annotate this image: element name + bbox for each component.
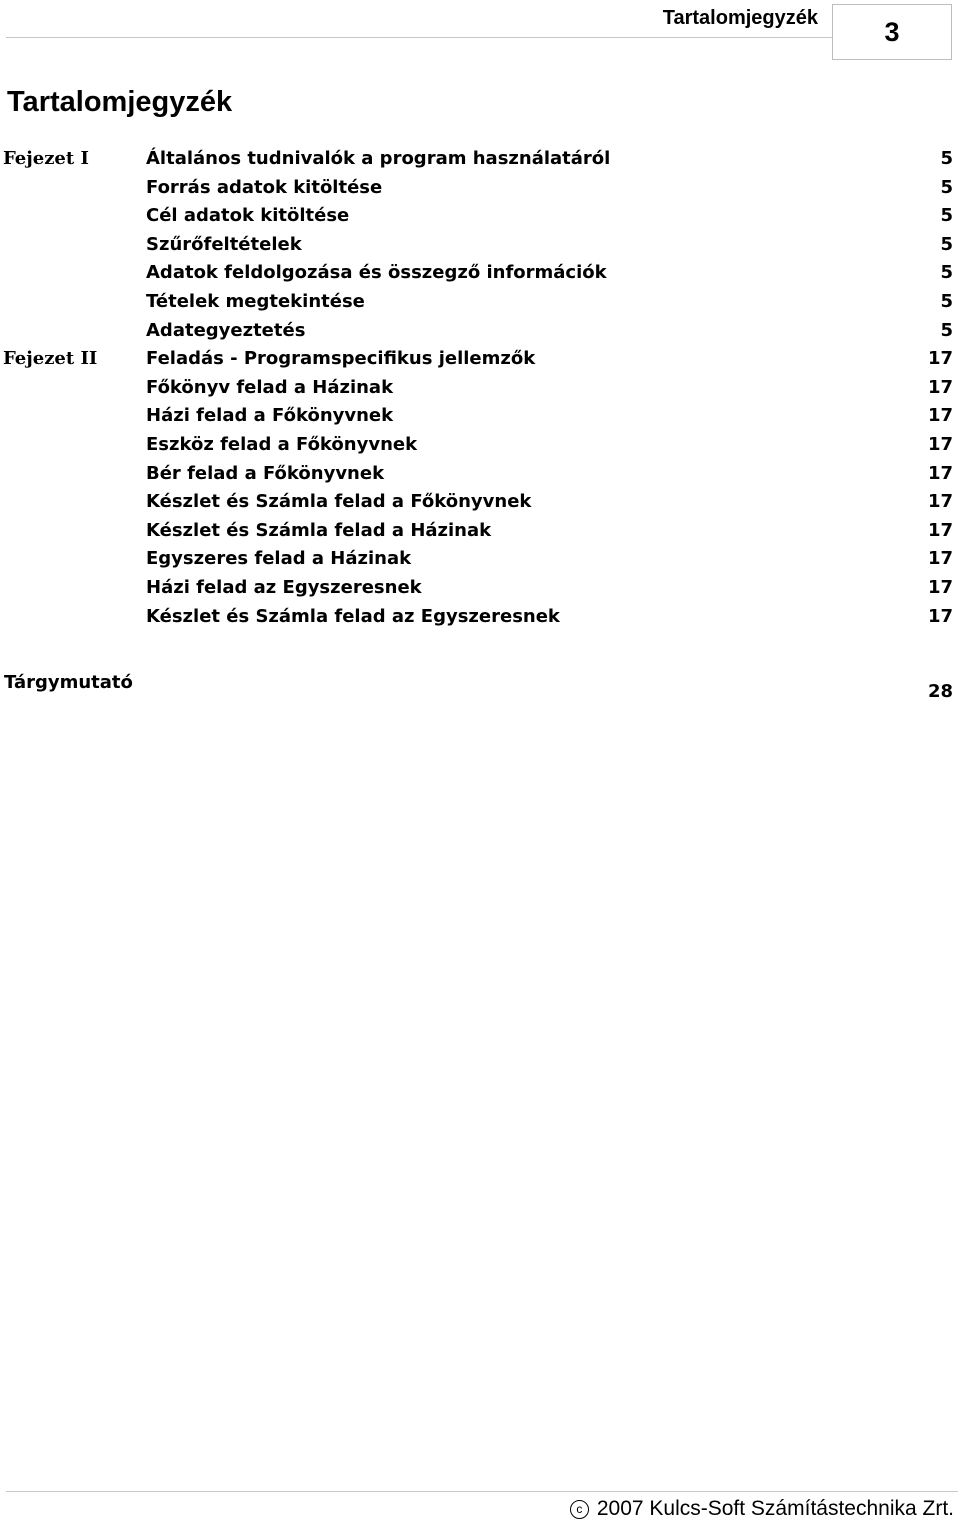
page-title: Tartalomjegyzék: [7, 86, 233, 118]
toc-entry-page-number: 5: [940, 262, 953, 284]
toc-entry-title[interactable]: Tételek megtekintése: [146, 290, 365, 312]
toc-entry[interactable]: [0, 259, 960, 288]
toc-entry-title[interactable]: Főkönyv felad a Házinak: [146, 376, 394, 398]
toc-entry-page-number: 17: [927, 348, 953, 370]
toc-entry-page-number: 17: [927, 405, 953, 427]
toc-entry-page-number: 17: [927, 462, 953, 484]
toc-entry[interactable]: [0, 402, 960, 431]
toc-entry-title[interactable]: Készlet és Számla felad az Egyszeresnek: [146, 605, 560, 627]
toc-entry[interactable]: [0, 345, 960, 374]
index-label[interactable]: Tárgymutató: [4, 672, 133, 693]
table-of-contents: [0, 145, 960, 631]
chapter-label[interactable]: Fejezet II: [3, 348, 98, 370]
toc-entry-page-number: 17: [927, 548, 953, 570]
copyright-icon: c: [570, 1500, 589, 1519]
toc-chapter: [0, 145, 960, 345]
header-divider: [6, 37, 832, 38]
toc-entry-page-number: 17: [927, 605, 953, 627]
page-number: 3: [884, 16, 900, 47]
toc-entry-page-number: 5: [940, 205, 953, 227]
toc-entry[interactable]: [0, 488, 960, 517]
toc-entry[interactable]: [0, 231, 960, 260]
toc-entry[interactable]: [0, 574, 960, 603]
toc-entry-title[interactable]: Egyszeres felad a Házinak: [146, 548, 412, 570]
toc-entry[interactable]: [0, 145, 960, 174]
running-header-title: Tartalomjegyzék: [662, 7, 818, 29]
index-page-number: 28: [927, 681, 953, 702]
toc-entry-page-number: 17: [927, 491, 953, 513]
toc-entry[interactable]: [0, 317, 960, 346]
toc-entry-page-number: 5: [940, 176, 953, 198]
toc-entry-title[interactable]: Készlet és Számla felad a Házinak: [146, 519, 492, 541]
toc-entry-title[interactable]: Bér felad a Főkönyvnek: [146, 462, 385, 484]
toc-entry-title[interactable]: Általános tudnivalók a program használatáról: [146, 148, 611, 169]
toc-entry[interactable]: [0, 202, 960, 231]
toc-entry-page-number: 5: [940, 319, 953, 341]
toc-entry-title[interactable]: Feladás - Programspecifikus jellemzők: [146, 348, 536, 370]
page-number-box: [832, 4, 952, 60]
toc-entry-page-number: 5: [940, 233, 953, 255]
toc-entry-page-number: 17: [927, 433, 953, 455]
toc-entry[interactable]: [0, 288, 960, 317]
toc-entry[interactable]: [0, 374, 960, 403]
toc-entry-title[interactable]: Házi felad a Főkönyvnek: [146, 405, 394, 427]
toc-entry-title[interactable]: Forrás adatok kitöltése: [146, 176, 383, 198]
toc-entry-title[interactable]: Készlet és Számla felad a Főkönyvnek: [146, 491, 532, 513]
toc-entry-page-number: 5: [940, 290, 953, 312]
toc-entry[interactable]: [0, 174, 960, 203]
toc-entry-page-number: 5: [940, 148, 953, 169]
toc-entry[interactable]: [0, 460, 960, 489]
toc-entry-page-number: 17: [927, 376, 953, 398]
toc-entry-title[interactable]: Eszköz felad a Főkönyvnek: [146, 433, 418, 455]
footer-text: 2007 Kulcs-Soft Számítástechnika Zrt.: [596, 1497, 954, 1520]
toc-chapter: [0, 345, 960, 631]
toc-entry[interactable]: [0, 603, 960, 632]
toc-entry-title[interactable]: Adategyeztetés: [146, 319, 306, 341]
toc-entry-title[interactable]: Cél adatok kitöltése: [146, 205, 350, 227]
chapter-label[interactable]: Fejezet I: [3, 148, 89, 169]
toc-entry-title[interactable]: Szűrőfeltételek: [146, 233, 302, 255]
toc-entry[interactable]: [0, 545, 960, 574]
toc-entry-page-number: 17: [927, 576, 953, 598]
toc-entry[interactable]: [0, 431, 960, 460]
toc-entry[interactable]: [0, 517, 960, 546]
footer: [570, 1497, 954, 1521]
toc-entry-title[interactable]: Házi felad az Egyszeresnek: [146, 576, 422, 598]
toc-entry-page-number: 17: [927, 519, 953, 541]
footer-divider: [6, 1491, 958, 1492]
toc-entry-title[interactable]: Adatok feldolgozása és összegző információk: [146, 262, 607, 284]
